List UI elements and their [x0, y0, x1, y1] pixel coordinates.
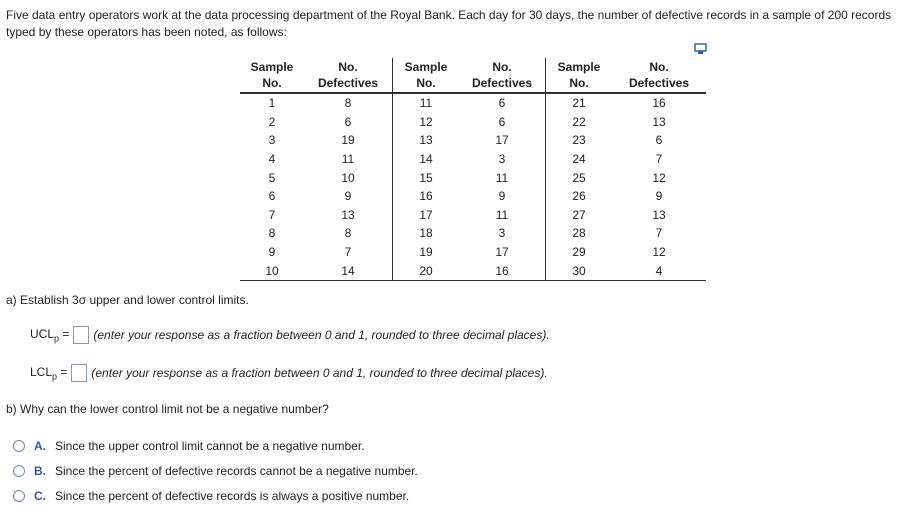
option-c-text: Since the percent of defective records is always a positive number.	[55, 489, 410, 503]
table-cell: 29	[572, 245, 586, 260]
table-cell: 7	[655, 226, 663, 241]
table-cell: 11	[304, 150, 393, 169]
header-defectives-2: No. Defectives	[459, 58, 546, 93]
table-cell: 13	[652, 114, 666, 129]
table-cell: 17	[419, 207, 433, 222]
header-sample-no-2: Sample No.	[393, 58, 460, 93]
table-cell: 4	[612, 261, 706, 280]
table-cell: 19	[304, 131, 393, 150]
table-cell: 5	[268, 170, 276, 185]
table-cell: 9	[268, 245, 276, 260]
radio-a[interactable]	[13, 440, 25, 452]
table-row	[240, 187, 706, 206]
option-a-text: Since the upper control limit cannot be a negative number.	[55, 439, 365, 453]
table-cell: 8	[304, 224, 393, 243]
table-row	[240, 131, 706, 150]
table-cell: 15	[419, 170, 433, 185]
table-cell: 27	[572, 207, 586, 222]
table-cell: 9	[459, 187, 546, 206]
table-cell: 6	[268, 189, 276, 204]
table-cell: 22	[572, 114, 586, 129]
table-cell: 30	[546, 261, 613, 280]
table-cell: 12	[652, 170, 666, 185]
table-cell: 25	[572, 170, 586, 185]
table-row	[240, 150, 706, 169]
header-defectives-1: No. Defectives	[304, 58, 393, 93]
table-cell: 11	[419, 96, 433, 111]
table-row	[240, 206, 706, 225]
table-cell: 8	[304, 93, 393, 113]
table-cell: 7	[304, 243, 393, 262]
table-cell: 16	[419, 189, 433, 204]
option-a[interactable]	[13, 439, 365, 453]
option-b-text: Since the percent of defective records cannot be a negative number.	[55, 464, 418, 478]
option-c-letter: C.	[34, 489, 46, 503]
table-cell: 23	[572, 133, 586, 148]
ucl-label: $UCL_p$ =	[30, 326, 70, 344]
table-cell: 14	[304, 261, 393, 280]
lcl-label: $LCL_p$ =	[30, 364, 68, 382]
table-cell: 16	[652, 96, 666, 111]
table-cell: 7	[655, 152, 663, 167]
table-cell: 28	[572, 226, 586, 241]
table-cell: 13	[419, 133, 433, 148]
header-sample-no-3: Sample No.	[546, 58, 613, 93]
table-cell: 2	[268, 114, 276, 129]
ucl-input[interactable]	[73, 326, 89, 344]
table-cell: 12	[419, 114, 433, 129]
copy-icon[interactable]	[694, 43, 708, 55]
header-defectives-3: No. Defectives	[612, 58, 706, 93]
table-cell: 16	[459, 261, 546, 280]
lcl-hint: (enter your response as a fraction between 0 and 1, rounded to three decimal places).	[91, 366, 548, 380]
table-cell: 18	[419, 226, 433, 241]
table-cell: 11	[459, 206, 546, 225]
defects-table	[240, 58, 706, 281]
table-header-row	[240, 58, 706, 93]
table-cell: 6	[655, 133, 663, 148]
table-cell: 26	[572, 189, 586, 204]
table-row	[240, 93, 706, 113]
ucl-row	[30, 326, 550, 344]
table-cell: 3	[459, 150, 546, 169]
table-cell: 9	[304, 187, 393, 206]
table-cell: 8	[268, 226, 276, 241]
table-cell: 10	[240, 261, 304, 280]
table-row	[240, 261, 706, 280]
part-a-question: a) Establish 3σ upper and lower control limits.	[6, 293, 249, 307]
table-cell: 19	[419, 245, 433, 260]
table-cell: 6	[304, 113, 393, 132]
table-cell: 10	[304, 168, 393, 187]
lcl-row	[30, 364, 548, 382]
option-b[interactable]	[13, 464, 418, 478]
table-cell: 7	[268, 207, 276, 222]
table-cell: 6	[459, 93, 546, 113]
table-row	[240, 224, 706, 243]
header-sample-no-1: Sample No.	[240, 58, 304, 93]
lcl-input[interactable]	[71, 364, 87, 382]
table-cell: 14	[419, 152, 433, 167]
table-cell: 3	[459, 224, 546, 243]
radio-b[interactable]	[13, 465, 25, 477]
table-row	[240, 243, 706, 262]
table-row	[240, 113, 706, 132]
table-cell: 21	[572, 96, 586, 111]
radio-c[interactable]	[13, 490, 25, 502]
table-cell: 17	[459, 131, 546, 150]
table-cell: 3	[268, 133, 276, 148]
problem-statement: Five data entry operators work at the data processing department of the Royal Bank. Each day for 30 days, the number of defective records in a sample of 200 records typed by these operators has been noted, as follows:	[6, 8, 892, 39]
table-cell: 11	[459, 168, 546, 187]
option-c[interactable]	[13, 489, 409, 503]
table-cell: 1	[268, 96, 276, 111]
table-cell: 4	[268, 152, 276, 167]
part-b-question: b) Why can the lower control limit not be a negative number?	[6, 402, 329, 416]
option-a-letter: A.	[34, 439, 46, 453]
table-cell: 17	[459, 243, 546, 262]
table-cell: 9	[655, 189, 663, 204]
ucl-hint: (enter your response as a fraction between 0 and 1, rounded to three decimal places).	[93, 328, 550, 342]
table-row	[240, 168, 706, 187]
table-cell: 20	[393, 261, 460, 280]
option-b-letter: B.	[34, 464, 46, 478]
table-cell: 13	[304, 206, 393, 225]
table-cell: 6	[459, 113, 546, 132]
table-cell: 13	[652, 207, 666, 222]
table-cell: 24	[572, 152, 586, 167]
table-cell: 12	[652, 245, 666, 260]
